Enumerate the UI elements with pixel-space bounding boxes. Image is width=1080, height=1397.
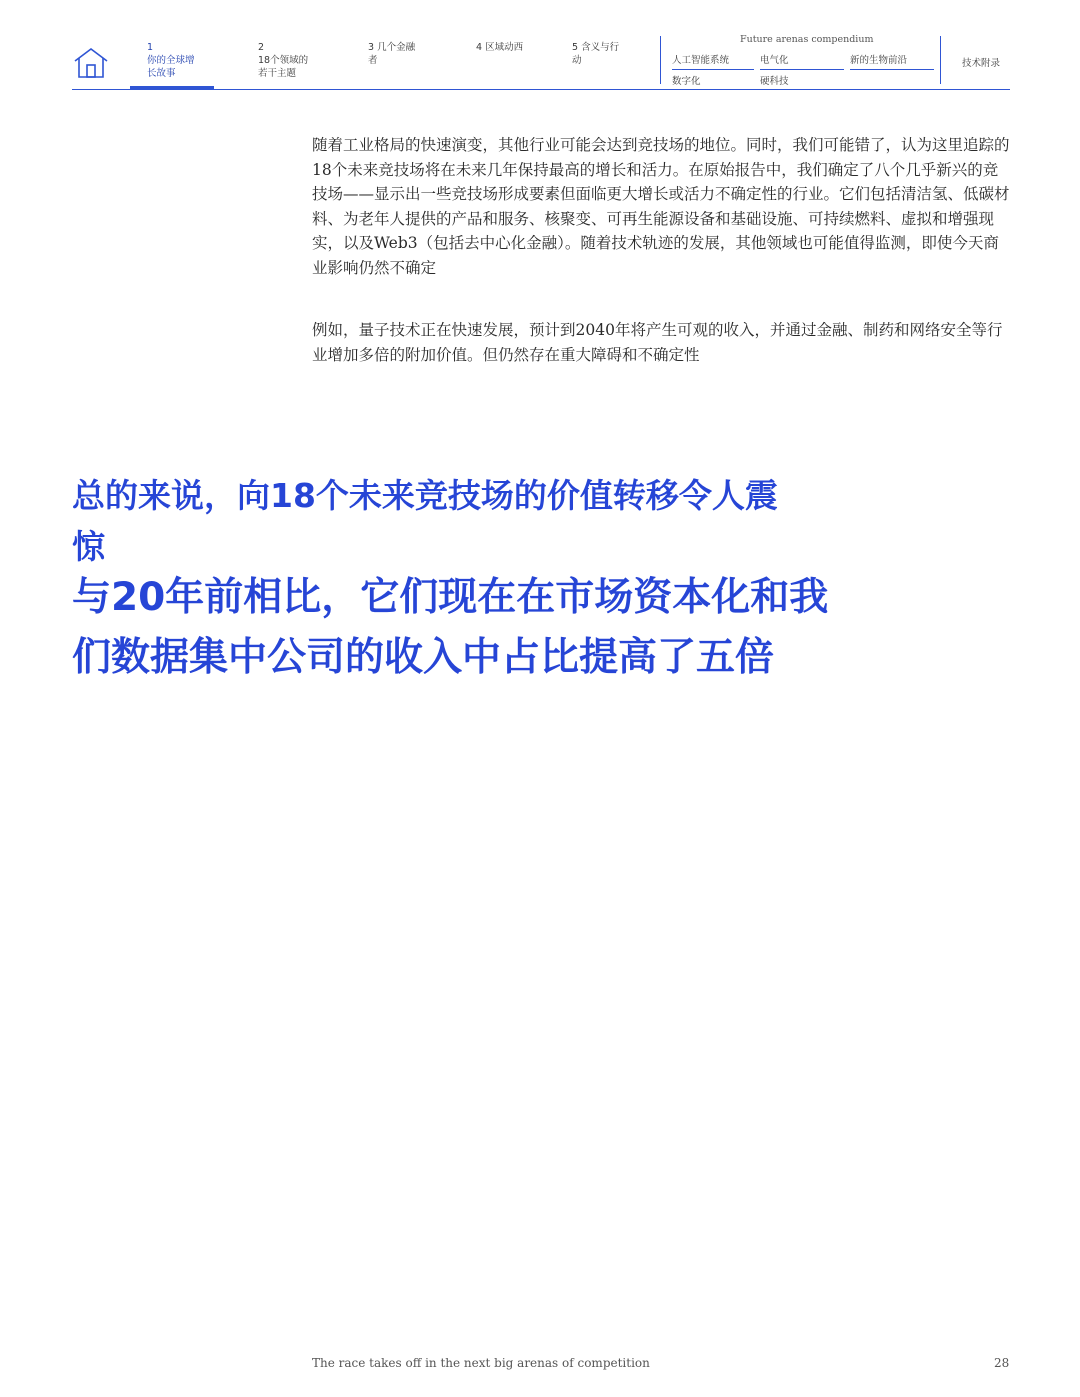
nav-tab-label: 你的全球增长故事: [147, 55, 195, 79]
nav-tab-1[interactable]: [147, 41, 203, 80]
compendium-item-electrification[interactable]: 电气化: [760, 52, 844, 70]
top-navigation: [0, 0, 1080, 95]
nav-underline: [72, 89, 1010, 90]
compendium-title: Future arenas compendium: [740, 34, 874, 45]
headline-main: 与20年前相比，它们现在在市场资本化和我们数据集中公司的收入中占比提高了五倍: [72, 575, 829, 680]
home-icon[interactable]: [72, 46, 110, 80]
nav-tab-2[interactable]: [258, 41, 314, 80]
body-paragraph-2: 例如，量子技术正在快速发展，预计到2040年将产生可观的收入，并通过金融、制药和网络安全等行业增加多倍的附加价值。但仍然存在重大障碍和不确定性: [312, 321, 1003, 364]
nav-tab-4[interactable]: [476, 41, 526, 54]
compendium-item-digital[interactable]: 数字化: [672, 76, 701, 87]
nav-tab-appendix[interactable]: 技术附录: [962, 58, 1001, 69]
nav-tab-label: 4 区域动西: [476, 42, 524, 53]
footer-title: The race takes off in the next big arenas of competition: [312, 1356, 650, 1370]
compendium-item-ai[interactable]: 人工智能系统: [672, 52, 754, 70]
compendium-item-bio[interactable]: 新的生物前沿: [850, 52, 934, 70]
nav-tab-label: 5 含义与行动: [572, 42, 620, 66]
nav-divider: [940, 36, 941, 84]
nav-tab-label: 18个领域的若干主题: [258, 55, 309, 79]
nav-tab-3[interactable]: [368, 41, 424, 67]
headline-intro: 总的来说，向18个未来竞技场的价值转移令人震惊: [72, 476, 778, 566]
nav-tab-label: 3 几个金融者: [368, 42, 416, 66]
body-paragraph-1: 随着工业格局的快速演变，其他行业可能会达到竞技场的地位。同时，我们可能错了，认为这里追踪的18个未来竞技场将在未来几年保持最高的增长和活力。在原始报告中，我们确定了八个几乎新兴的竞技场——显示出一些竞技场形成要素但面临更大增长或活力不确定性的行业。它们包括清洁氢、低碳材料、为老年人提供的产品和服务、核聚变、可再生能源设备和基础设施、可持续燃料、虚拟和增强现实，以及Web3（包括去中心化金融）。随着技术轨迹的发展，其他领域也可能值得监测，即使今天商业影响仍然不确定: [312, 136, 1010, 277]
nav-tab-number: 2: [258, 42, 265, 53]
nav-tab-5[interactable]: [572, 41, 628, 67]
nav-divider: [660, 36, 661, 84]
page-number: 28: [994, 1356, 1010, 1370]
compendium-item-hardtech[interactable]: 硬科技: [760, 76, 789, 87]
nav-tab-number: 1: [147, 42, 154, 53]
